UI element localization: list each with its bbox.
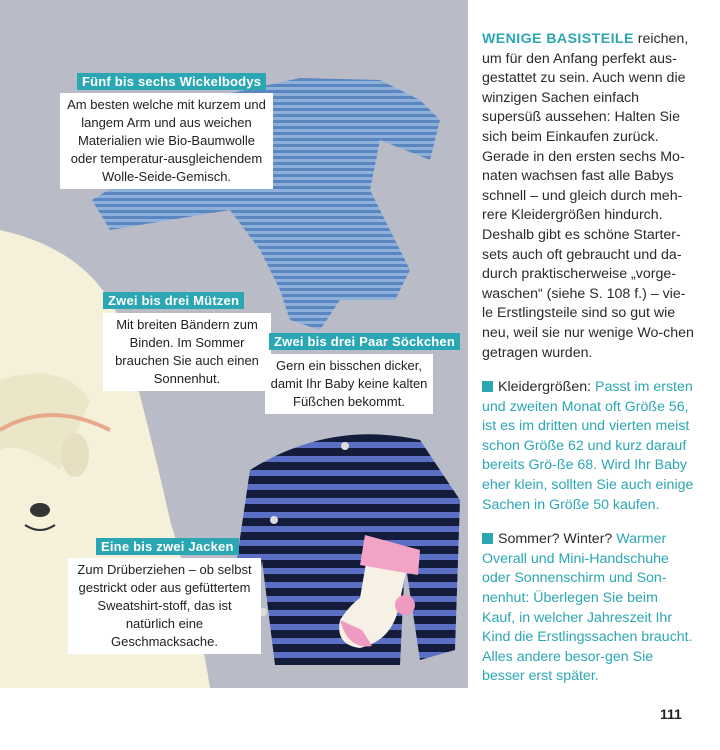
tip-sommer-winter [482,530,694,687]
caption-title-bodys: Fünf bis sechs Wickelbodys [77,73,266,90]
page-number: 111 [660,706,682,722]
caption-title-jacken: Eine bis zwei Jacken [96,538,239,555]
intro-paragraph [482,30,694,363]
caption-title-muetzen: Zwei bis drei Mützen [103,292,244,309]
caption-text-jacken: Zum Drüberziehen – ob selbst gestrickt oder aus gefüttertem Sweatshirt-stoff, das ist natürlich eine Geschmacksache. [68,558,261,654]
caption-text-muetzen: Mit breiten Bändern zum Binden. Im Sommer brauchen Sie auch einen Sonnenhut. [103,313,271,391]
tip-kleidergroessen [482,378,694,515]
tip1-text: Passt im ersten und zweiten Monat oft Größe 56, ist es im dritten und vierten meist schon Größe 62 und kurz darauf bereits Grö-ße 68. Wird Ihr Baby eher klein, sollten Sie auch einige Sachen in Größe 50 kaufen. [482,379,694,513]
tip2-label: Sommer? Winter? [498,531,613,548]
square-bullet-icon [482,381,493,392]
tip1-label: Kleidergrößen: [498,379,592,396]
caption-title-soeckchen: Zwei bis drei Paar Söckchen [269,333,460,350]
caption-text-soeckchen: Gern ein bisschen dicker, damit Ihr Baby keine kalten Füßchen bekommt. [265,354,433,414]
lead-text: WENIGE BASISTEILE [482,31,634,47]
body-text-column [482,30,694,702]
intro-text: reichen, um für den Anfang perfekt aus-gestattet zu sein. Auch wenn die winzigen Sachen einfach supersüß aussehen: Halten Sie sich beim Einkaufen zurück. Gerade in den ersten sechs Mo-naten wachsen fast alle Babys schnell – und gleich durch meh-rere Kleidergrößen hindurch. Deshalb gibt es schöne Starter-sets auch oft gebraucht und da-durch praktischerweise „vorge-waschen“ (siehe S. 108 f.) – vie-le Erstlingsteile sind so gut wie neu, weil sie nur wenige Wo-chen getragen wurden. [482,31,694,361]
square-bullet-icon [482,533,493,544]
caption-text-bodys: Am besten welche mit kurzem und langem Arm und aus weichen Materialien wie Bio-Baumwolle oder temperatur-ausgleichendem Wolle-Seide-Gemisch. [60,93,273,189]
tip2-text: Warmer Overall und Mini-Handschuhe oder Sonnenschirm und Son-nenhut: Überlegen Sie beim Kauf, in welcher Jahreszeit Ihr Kind die Erstlingssachen braucht. Alles andere besor-gen Sie besser erst später. [482,531,693,685]
